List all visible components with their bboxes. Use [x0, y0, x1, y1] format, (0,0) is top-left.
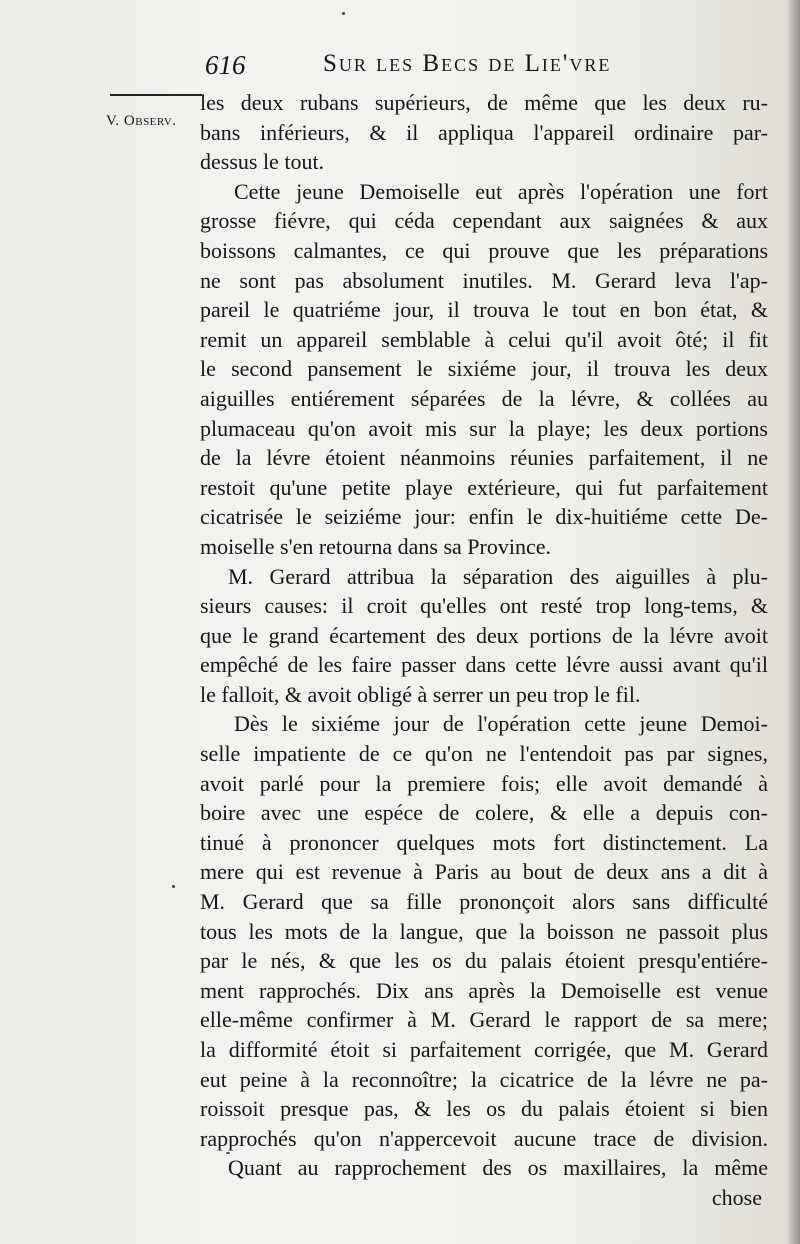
paper-speck [226, 1152, 230, 1154]
text-line: M. Gerard que sa fille prononçoit alors sans difficulté [200, 889, 768, 915]
text-line: les deux rubans supérieurs, de même que les deux ru- [200, 90, 768, 115]
paper-speck [172, 885, 175, 888]
text-line: la difformité étoit si parfaitement corrigée, que M. Gerard [200, 1037, 768, 1062]
text-line: ment rapprochés. Dix ans après la Demoiselle est venue [200, 977, 768, 1003]
margin-note: V. Observ. [106, 113, 177, 129]
text-line: cicatrisée le seiziéme jour: enfin le dix-huitiéme cette De- [200, 504, 768, 530]
running-title: Sur les Becs de Lie'vre [323, 50, 612, 77]
text-line: avoit parlé pour la premiere fois; elle avoit demandé à [200, 770, 768, 796]
text-line: Cette jeune Demoiselle eut après l'opération une fort [234, 178, 768, 204]
text-line: rapprochés qu'on n'appercevoit aucune trace de division. [200, 1125, 768, 1151]
text-line: elle-même confirmer à M. Gerard le rapport de sa mere; [200, 1007, 768, 1033]
text-line: M. Gerard attribua la séparation des aiguilles à plu- [228, 563, 768, 589]
text-line: Quant au rapprochement des os maxillaires, la même [228, 1155, 768, 1181]
text-line: restoit qu'une petite playe extérieure, qui fut parfaitement [200, 474, 768, 500]
text-line: le second pansement le sixiéme jour, il trouva les deux [200, 356, 768, 382]
text-line: tinué à prononcer quelques mots fort distinctement. La [200, 829, 768, 855]
text-line: boissons calmantes, ce qui prouve que les préparations [200, 237, 768, 263]
text-line: grosse fiévre, qui céda cependant aux saignées & aux [200, 208, 768, 234]
text-line: empêché de les faire passer dans cette lévre aussi avant qu'il [200, 652, 768, 678]
page-edge-shadow [786, 0, 800, 1244]
text-line: plumaceau qu'on avoit mis sur la playe; les deux portions [200, 415, 768, 441]
text-line: tous les mots de la langue, que la boisson ne passoit plus [200, 918, 768, 944]
text-line: selle impatiente de ce qu'on ne l'entendoit pas par signes, [200, 741, 768, 767]
text-line: dessus le tout. [200, 149, 325, 175]
text-line: remit un appareil semblable à celui qu'il avoit ôté; il fit [200, 326, 768, 352]
text-line: mere qui est revenue à Paris au bout de deux ans a dit à [200, 859, 768, 885]
margin-rule [110, 94, 202, 96]
text-line: le falloit, & avoit obligé à serrer un peu trop le fil. [200, 681, 641, 707]
body-text [200, 88, 768, 1213]
text-line: par le nés, & que les os du palais étoient presqu'entiére- [200, 948, 768, 974]
catchword: chose [711, 1184, 762, 1210]
text-line: aiguilles entiérement séparées de la lévre, & collées au [200, 385, 768, 411]
running-head [205, 50, 775, 84]
text-line: bans inférieurs, & il appliqua l'appareil ordinaire par- [200, 119, 768, 145]
page-number: 616 [205, 50, 246, 80]
text-line: boire avec une espéce de colere, & elle a depuis con- [200, 800, 768, 826]
text-line: que le grand écartement des deux portions de la lévre avoit [200, 622, 768, 648]
text-line: ne sont pas absolument inutiles. M. Gerard leva l'ap- [200, 267, 768, 293]
paper-speck [342, 12, 345, 15]
text-line: roissoit presque pas, & les os du palais étoient si bien [200, 1096, 768, 1122]
text-line: de la lévre étoient néanmoins réunies parfaitement, il ne [200, 445, 768, 471]
text-line: pareil le quatriéme jour, il trouva le tout en bon état, & [200, 297, 768, 323]
text-line: Dès le sixiéme jour de l'opération cette jeune Demoi- [234, 711, 768, 737]
text-line: eut peine à la reconnoître; la cicatrice de la lévre ne pa- [200, 1066, 768, 1092]
text-line: sieurs causes: il croit qu'elles ont resté trop long-tems, & [200, 593, 768, 619]
text-line: moiselle s'en retourna dans sa Province. [200, 533, 551, 559]
